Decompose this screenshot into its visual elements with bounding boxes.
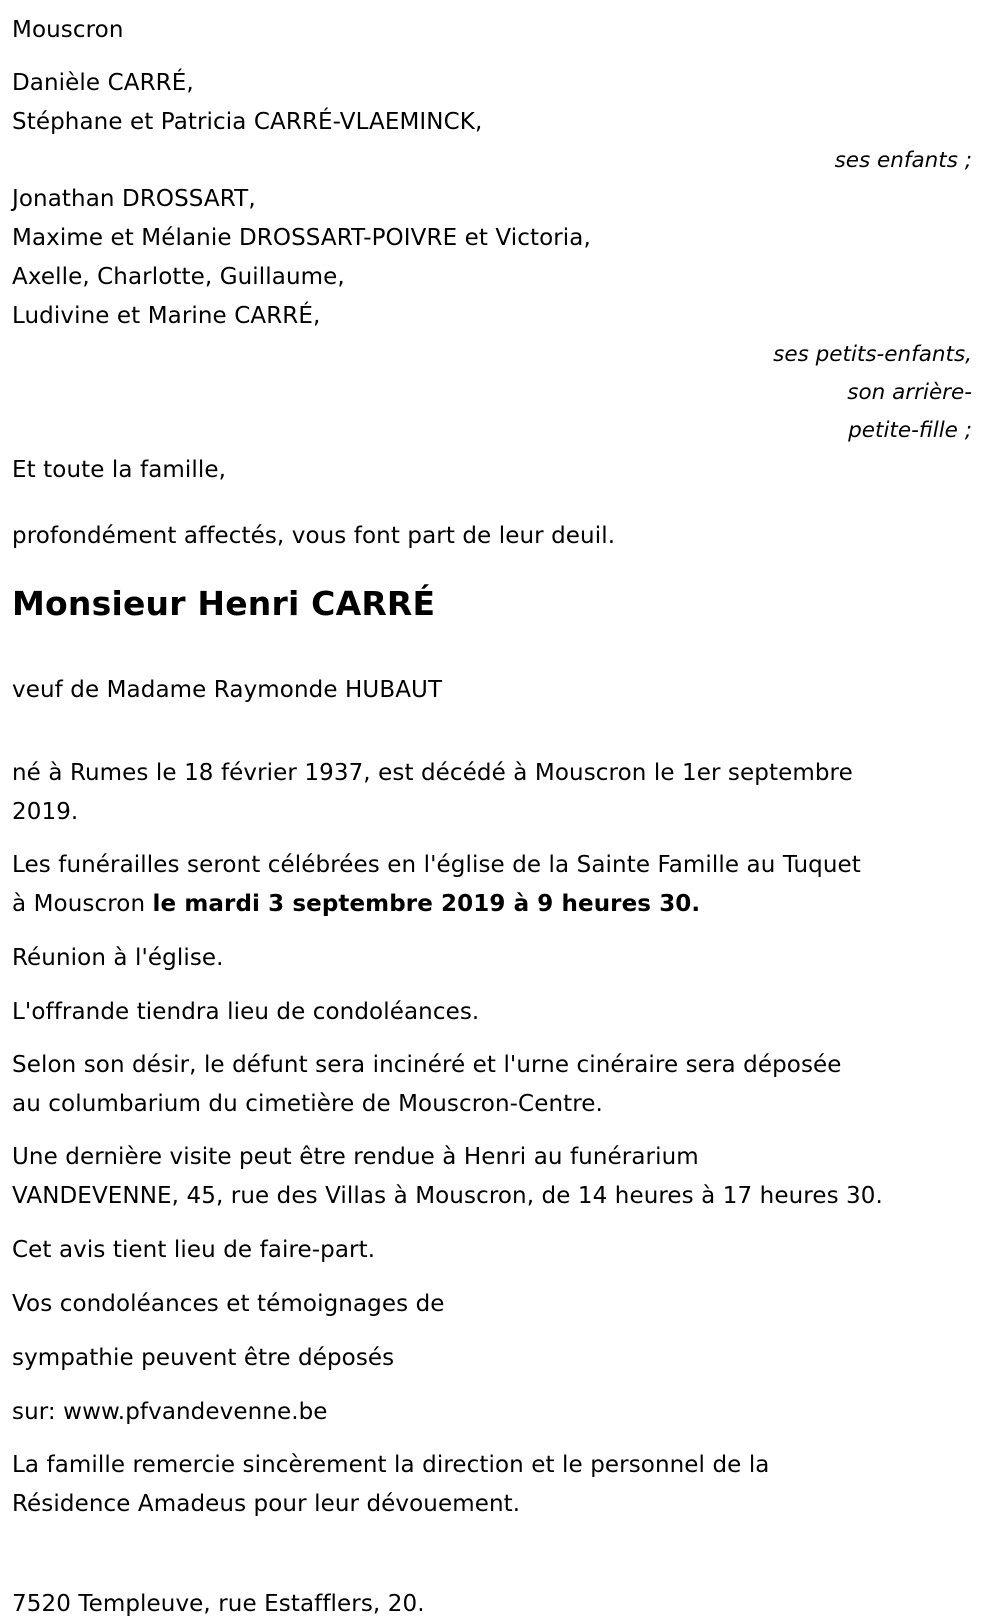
address-line: 7520 Templeuve, rue Estafflers, 20.: [12, 1591, 425, 1617]
birth-death-line-1: né à Rumes le 18 février 1937, est décédé à Mouscron le 1er septembre: [12, 760, 853, 786]
birth-death-block: [12, 754, 986, 832]
funeral-line-1: Les funérailles seront célébrées en l'église de la Sainte Famille au Tuquet: [12, 852, 861, 878]
spacer: [12, 490, 986, 516]
city-line: Mouscron: [12, 17, 124, 43]
spacer: [12, 626, 986, 670]
grandchild-line-1: Jonathan DROSSART,: [12, 186, 256, 212]
grandchild-line-2: Maxime et Mélanie DROSSART-POIVRE et Victoria,: [12, 225, 591, 251]
thanks-line-2: Résidence Amadeus pour leur dévouement.: [12, 1491, 521, 1517]
children-relationship-label: ses enfants ;: [834, 148, 972, 173]
spacer: [12, 924, 986, 938]
family-line: Et toute la famille,: [12, 457, 227, 483]
spacer: [12, 1032, 986, 1046]
condolences-line-2: sympathie peuvent être déposés: [12, 1345, 395, 1371]
spacer: [12, 1216, 986, 1230]
grandchildren-block: [12, 180, 986, 336]
grandchildren-relationship-label-3: petite-fille ;: [848, 418, 972, 443]
visit-line-1: Une dernière visite peut être rendue à Henri au funérarium: [12, 1144, 699, 1170]
condolences-website-line[interactable]: sur: www.pfvandevenne.be: [12, 1399, 328, 1425]
funeral-datetime: le mardi 3 septembre 2019 à 9 heures 30.: [152, 891, 701, 917]
spacer: [12, 1378, 986, 1392]
spacer: [12, 1324, 986, 1338]
gathering-line: Réunion à l'église.: [12, 945, 224, 971]
visit-line-2: VANDEVENNE, 45, rue des Villas à Mouscron, de 14 heures à 17 heures 30.: [12, 1183, 883, 1209]
grandchild-line-3: Axelle, Charlotte, Guillaume,: [12, 264, 345, 290]
children-block: [12, 64, 986, 142]
funeral-line-2-prefix: à Mouscron: [12, 891, 153, 917]
child-line-1: Danièle CARRÉ,: [12, 70, 194, 96]
announcement-line: profondément affectés, vous font part de leur deuil.: [12, 523, 616, 549]
cremation-line-1: Selon son désir, le défunt sera incinéré et l'urne cinéraire sera déposée: [12, 1052, 842, 1078]
child-line-2: Stéphane et Patricia CARRÉ-VLAEMINCK,: [12, 109, 483, 135]
funeral-block: [12, 846, 986, 924]
offering-line: L'offrande tiendra lieu de condoléances.: [12, 999, 480, 1025]
grandchildren-relationship-label-2: son arrière-: [847, 380, 972, 405]
spacer: [12, 832, 986, 846]
spacer: [12, 1124, 986, 1138]
spacer: [12, 710, 986, 754]
deceased-name-heading: Monsieur Henri CARRÉ: [12, 584, 436, 623]
spacer: [12, 50, 986, 64]
spouse-line: veuf de Madame Raymonde HUBAUT: [12, 677, 443, 703]
thanks-line-1: La famille remercie sincèrement la direction et le personnel de la: [12, 1452, 770, 1478]
spacer: [12, 1524, 986, 1584]
grandchild-line-4: Ludivine et Marine CARRÉ,: [12, 303, 321, 329]
grandchildren-relationship-label-1: ses petits-enfants,: [773, 342, 972, 367]
thanks-block: [12, 1446, 986, 1524]
spacer: [12, 1432, 986, 1446]
cremation-line-2: au columbarium du cimetière de Mouscron-Centre.: [12, 1091, 603, 1117]
notice-line: Cet avis tient lieu de faire-part.: [12, 1237, 376, 1263]
spacer: [12, 978, 986, 992]
funeral-line-2: [12, 885, 986, 924]
spacer: [12, 1270, 986, 1284]
cremation-block: [12, 1046, 986, 1124]
condolences-line-1: Vos condoléances et témoignages de: [12, 1291, 445, 1317]
birth-death-line-2: 2019.: [12, 799, 79, 825]
visit-block: [12, 1138, 986, 1216]
spacer: [12, 556, 986, 582]
